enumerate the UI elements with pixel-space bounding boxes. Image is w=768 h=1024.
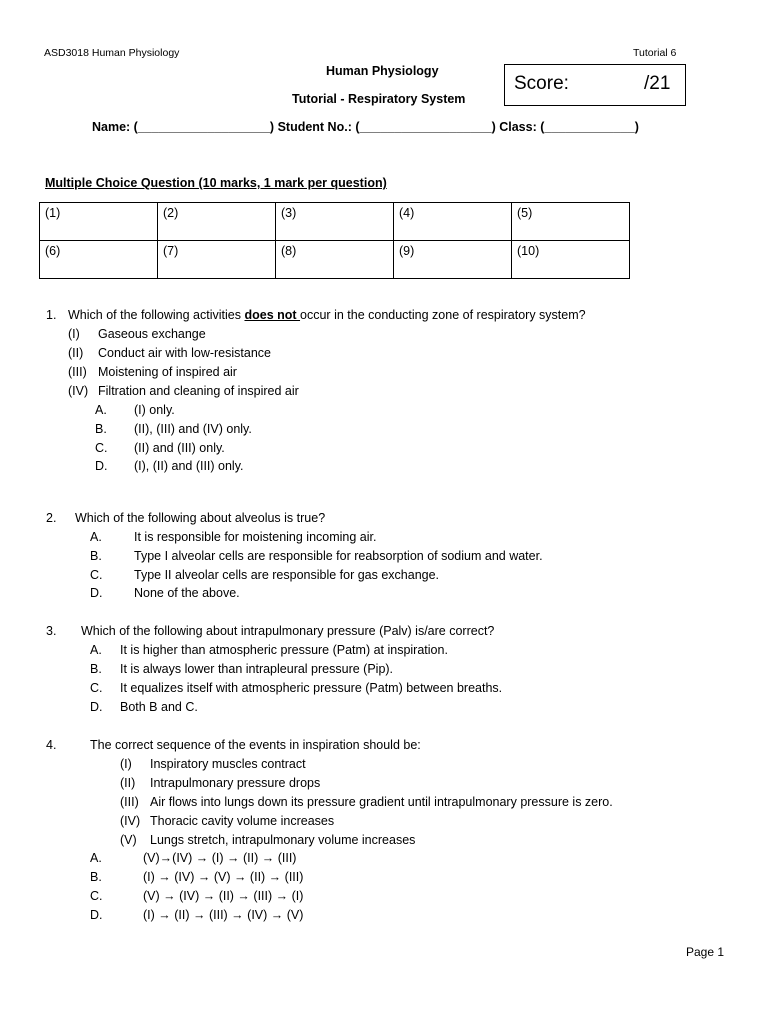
question-1-option-letter: C.: [95, 441, 108, 455]
question-4-roman-num: (II): [120, 776, 136, 790]
question-1-roman-num: (III): [68, 365, 87, 379]
question-4-roman-num: (V): [120, 833, 137, 847]
score-label: Score:: [514, 73, 569, 94]
question-4-option-letter: C.: [90, 889, 103, 903]
question-3-number: 3.: [46, 624, 57, 638]
question-3-option-letter: B.: [90, 662, 102, 676]
answer-cell[interactable]: (7): [158, 241, 276, 279]
answer-cell[interactable]: (5): [512, 203, 630, 241]
score-total: /21: [644, 73, 671, 94]
question-1-emphasis: does not: [244, 308, 301, 322]
question-2-option-letter: C.: [90, 568, 103, 582]
answer-cell[interactable]: (6): [40, 241, 158, 279]
question-3-text: Which of the following about intrapulmonary pressure (Palv) is/are correct?: [81, 624, 495, 638]
question-4-option-letter: D.: [90, 908, 103, 922]
score-box: [504, 64, 686, 106]
question-4-roman-num: (IV): [120, 814, 141, 828]
question-3-option-a: It is higher than atmospheric pressure (Patm) at inspiration.: [120, 643, 448, 657]
question-2-option-letter: D.: [90, 586, 103, 600]
document-title: Human Physiology: [326, 64, 439, 78]
question-2-option-letter: B.: [90, 549, 102, 563]
question-1-roman-text: Conduct air with low-resistance: [98, 346, 271, 360]
answer-cell[interactable]: (10): [512, 241, 630, 279]
question-1-option-letter: A.: [95, 403, 107, 417]
question-4-roman-text: Lungs stretch, intrapulmonary volume increases: [150, 833, 416, 847]
question-4-option-b: (I) → (IV) → (V) → (II) → (III): [143, 870, 304, 884]
question-1-text-end: occur in the conducting zone of respiratory system?: [300, 308, 586, 322]
question-4-roman-text: Intrapulmonary pressure drops: [150, 776, 321, 790]
tutorial-number: Tutorial 6: [633, 47, 677, 59]
question-4-text: The correct sequence of the events in inspiration should be:: [90, 738, 421, 752]
question-1-text-start: Which of the following activities: [68, 308, 245, 322]
question-2-number: 2.: [46, 511, 57, 525]
question-1-option-c: (II) and (III) only.: [134, 441, 225, 455]
question-2-option-d: None of the above.: [134, 586, 240, 600]
question-2-option-c: Type II alveolar cells are responsible for gas exchange.: [134, 568, 440, 582]
question-1-roman-text: Filtration and cleaning of inspired air: [98, 384, 299, 398]
question-3-option-letter: A.: [90, 643, 102, 657]
answer-grid: [39, 202, 630, 279]
question-1-option-d: (I), (II) and (III) only.: [134, 459, 244, 473]
question-1-number: 1.: [46, 308, 57, 322]
question-3-option-d: Both B and C.: [120, 700, 198, 714]
document-subtitle: Tutorial - Respiratory System: [292, 92, 466, 106]
answer-grid-row: [40, 203, 630, 241]
answer-cell[interactable]: (9): [394, 241, 512, 279]
question-1-roman-num: (II): [68, 346, 84, 360]
question-1-roman-num: (IV): [68, 384, 89, 398]
question-2-option-letter: A.: [90, 530, 102, 544]
answer-cell[interactable]: (4): [394, 203, 512, 241]
student-id-line: Name: (___________________) Student No.: (___________________) Class: (_____________): [92, 120, 639, 134]
answer-grid-row: [40, 241, 630, 279]
answer-cell[interactable]: (2): [158, 203, 276, 241]
question-4-roman-text: Thoracic cavity volume increases: [150, 814, 335, 828]
question-4-roman-num: (III): [120, 795, 139, 809]
question-2-text: Which of the following about alveolus is true?: [75, 511, 326, 525]
answer-cell[interactable]: (1): [40, 203, 158, 241]
question-4-roman-text: Air flows into lungs down its pressure gradient until intrapulmonary pressure is zero.: [150, 795, 613, 809]
page-number: Page 1: [686, 945, 725, 959]
question-1-option-letter: D.: [95, 459, 108, 473]
question-3-option-b: It is always lower than intrapleural pressure (Pip).: [120, 662, 394, 676]
question-2-option-b: Type I alveolar cells are responsible for reabsorption of sodium and water.: [134, 549, 543, 563]
question-3-option-letter: C.: [90, 681, 103, 695]
question-2-option-a: It is responsible for moistening incoming air.: [134, 530, 377, 544]
question-4-roman-num: (I): [120, 757, 132, 771]
question-3-option-letter: D.: [90, 700, 103, 714]
question-4-option-d: (I) → (II) → (III) → (IV) → (V): [143, 908, 304, 922]
answer-cell[interactable]: (3): [276, 203, 394, 241]
course-code: ASD3018 Human Physiology: [44, 47, 180, 59]
question-1-text: [68, 308, 586, 322]
question-4-option-letter: A.: [90, 851, 102, 865]
question-4-option-a: (V)→(IV) → (I) → (II) → (III): [143, 851, 297, 865]
question-1-roman-num: (I): [68, 327, 80, 341]
mcq-heading: Multiple Choice Question (10 marks, 1 mark per question): [45, 176, 387, 190]
question-4-option-c: (V) → (IV) → (II) → (III) → (I): [143, 889, 304, 903]
question-4-option-letter: B.: [90, 870, 102, 884]
question-4-roman-text: Inspiratory muscles contract: [150, 757, 306, 771]
answer-cell[interactable]: (8): [276, 241, 394, 279]
question-1-roman-text: Moistening of inspired air: [98, 365, 237, 379]
question-1-roman-text: Gaseous exchange: [98, 327, 206, 341]
question-4-number: 4.: [46, 738, 57, 752]
question-3-option-c: It equalizes itself with atmospheric pressure (Patm) between breaths.: [120, 681, 503, 695]
question-1-option-a: (I) only.: [134, 403, 175, 417]
question-1-option-b: (II), (III) and (IV) only.: [134, 422, 252, 436]
question-1-option-letter: B.: [95, 422, 107, 436]
